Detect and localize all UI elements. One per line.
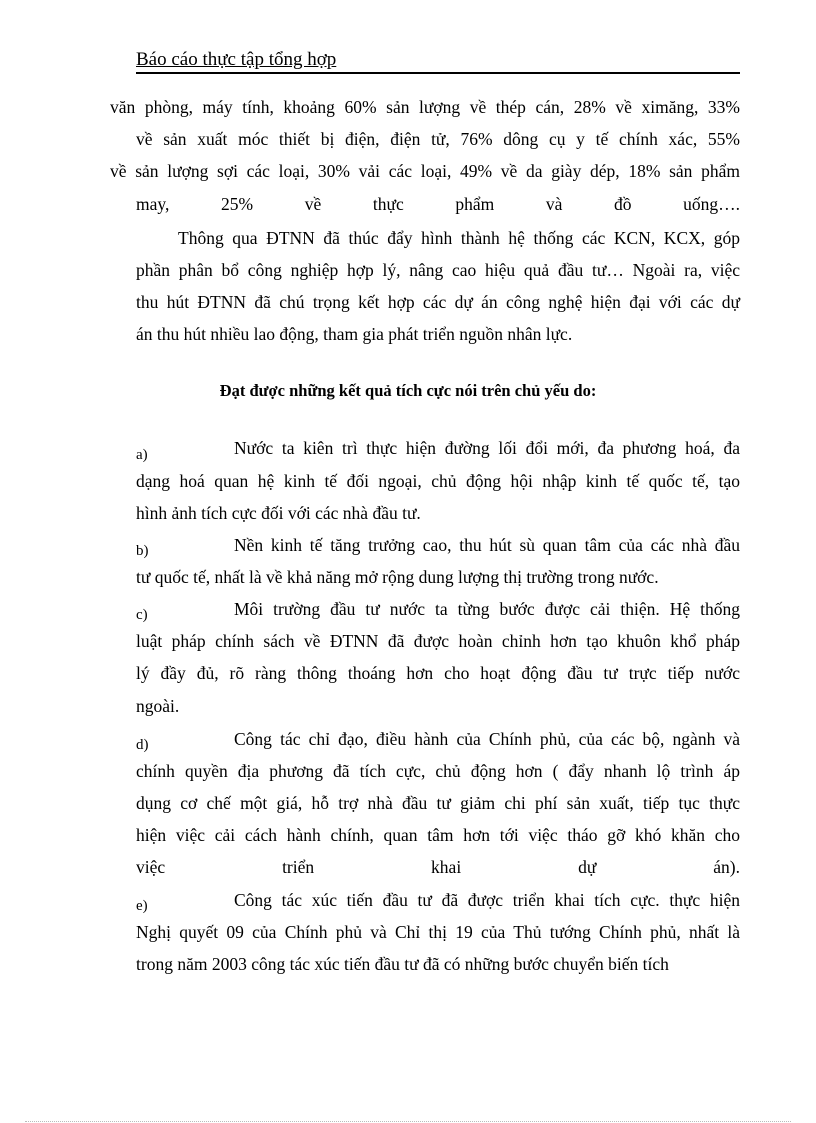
item-line: ngoài. xyxy=(136,696,180,716)
body-line: văn phòng, máy tính, khoảng 60% sản lượng về thép cán, 28% về ximăng, 33% xyxy=(110,97,740,117)
page-header xyxy=(136,50,740,74)
body-line: may, 25% về thực phẩm và đồ uống…. xyxy=(136,194,740,214)
item-label: d) xyxy=(136,737,149,753)
item-line: dụng cơ chế một giá, hỗ trợ nhà đầu tư giảm chi phí sản xuất, tiếp tục thực xyxy=(136,793,740,813)
header-title: Báo cáo thực tập tổng hợp xyxy=(136,49,337,70)
body-line: phần phân bổ công nghiệp hợp lý, nâng cao hiệu quả đầu tư… Ngoài ra, việc xyxy=(136,260,740,280)
item-line: hiện việc cải cách hành chính, quan tâm hơn tới việc tháo gỡ khó khăn cho xyxy=(136,825,740,845)
page-bottom-rule xyxy=(25,1121,791,1122)
item-line: hình ảnh tích cực đối với các nhà đầu tư. xyxy=(136,503,421,523)
body-line: án thu hút nhiều lao động, tham gia phát triển nguồn nhân lực. xyxy=(136,324,573,344)
item-label: a) xyxy=(136,447,148,463)
body-line: thu hút ĐTNN đã chú trọng kết hợp các dự án công nghệ hiện đại với các dự xyxy=(136,292,740,312)
item-line: Nền kinh tế tăng trưởng cao, thu hút sù quan tâm của các nhà đầu xyxy=(234,535,740,555)
item-line: trong năm 2003 công tác xúc tiến đầu tư đã có những bước chuyển biến tích xyxy=(136,954,669,974)
body-line: về sản xuất móc thiết bị điện, điện tử, 76% dông cụ y tế chính xác, 55% xyxy=(136,129,740,149)
item-label: c) xyxy=(136,607,148,623)
section-heading: Đạt được những kết quả tích cực nói trên chủ yếu do: xyxy=(219,381,597,400)
item-line: tư quốc tế, nhất là về khả năng mở rộng dung lượng thị trường trong nước. xyxy=(136,567,659,587)
item-line: dạng hoá quan hệ kinh tế đối ngoại, chủ động hội nhập kinh tế quốc tế, tạo xyxy=(136,471,740,491)
body-line: Thông qua ĐTNN đã thúc đẩy hình thành hệ thống các KCN, KCX, góp xyxy=(178,228,740,248)
item-line: lý đầy đủ, rõ ràng thông thoáng hơn cho hoạt động đầu tư trực tiếp nước xyxy=(136,663,740,683)
item-label: b) xyxy=(136,543,149,559)
item-line: việc triển khai dự án). xyxy=(136,857,740,877)
body-line: về sản lượng sợi các loại, 30% vải các loại, 49% về da giày dép, 18% sản phẩm xyxy=(110,161,740,181)
item-line: Nước ta kiên trì thực hiện đường lối đổi mới, đa phương hoá, đa xyxy=(234,438,740,458)
item-line: Công tác xúc tiến đầu tư đã được triển khai tích cực. thực hiện xyxy=(234,890,740,910)
item-line: Công tác chỉ đạo, điều hành của Chính phủ, của các bộ, ngành và xyxy=(234,729,740,749)
item-line: Môi trường đầu tư nước ta từng bước được cải thiện. Hệ thống xyxy=(234,599,740,619)
item-line: Nghị quyết 09 của Chính phủ và Chỉ thị 19 của Thủ tướng Chính phủ, nhất là xyxy=(136,922,740,942)
item-line: chính quyền địa phương đã tích cực, chủ động hơn ( đẩy nhanh lộ trình áp xyxy=(136,761,740,781)
item-line: luật pháp chính sách về ĐTNN đã được hoàn chỉnh hơn tạo khuôn khổ pháp xyxy=(136,631,740,651)
item-label: e) xyxy=(136,898,148,914)
